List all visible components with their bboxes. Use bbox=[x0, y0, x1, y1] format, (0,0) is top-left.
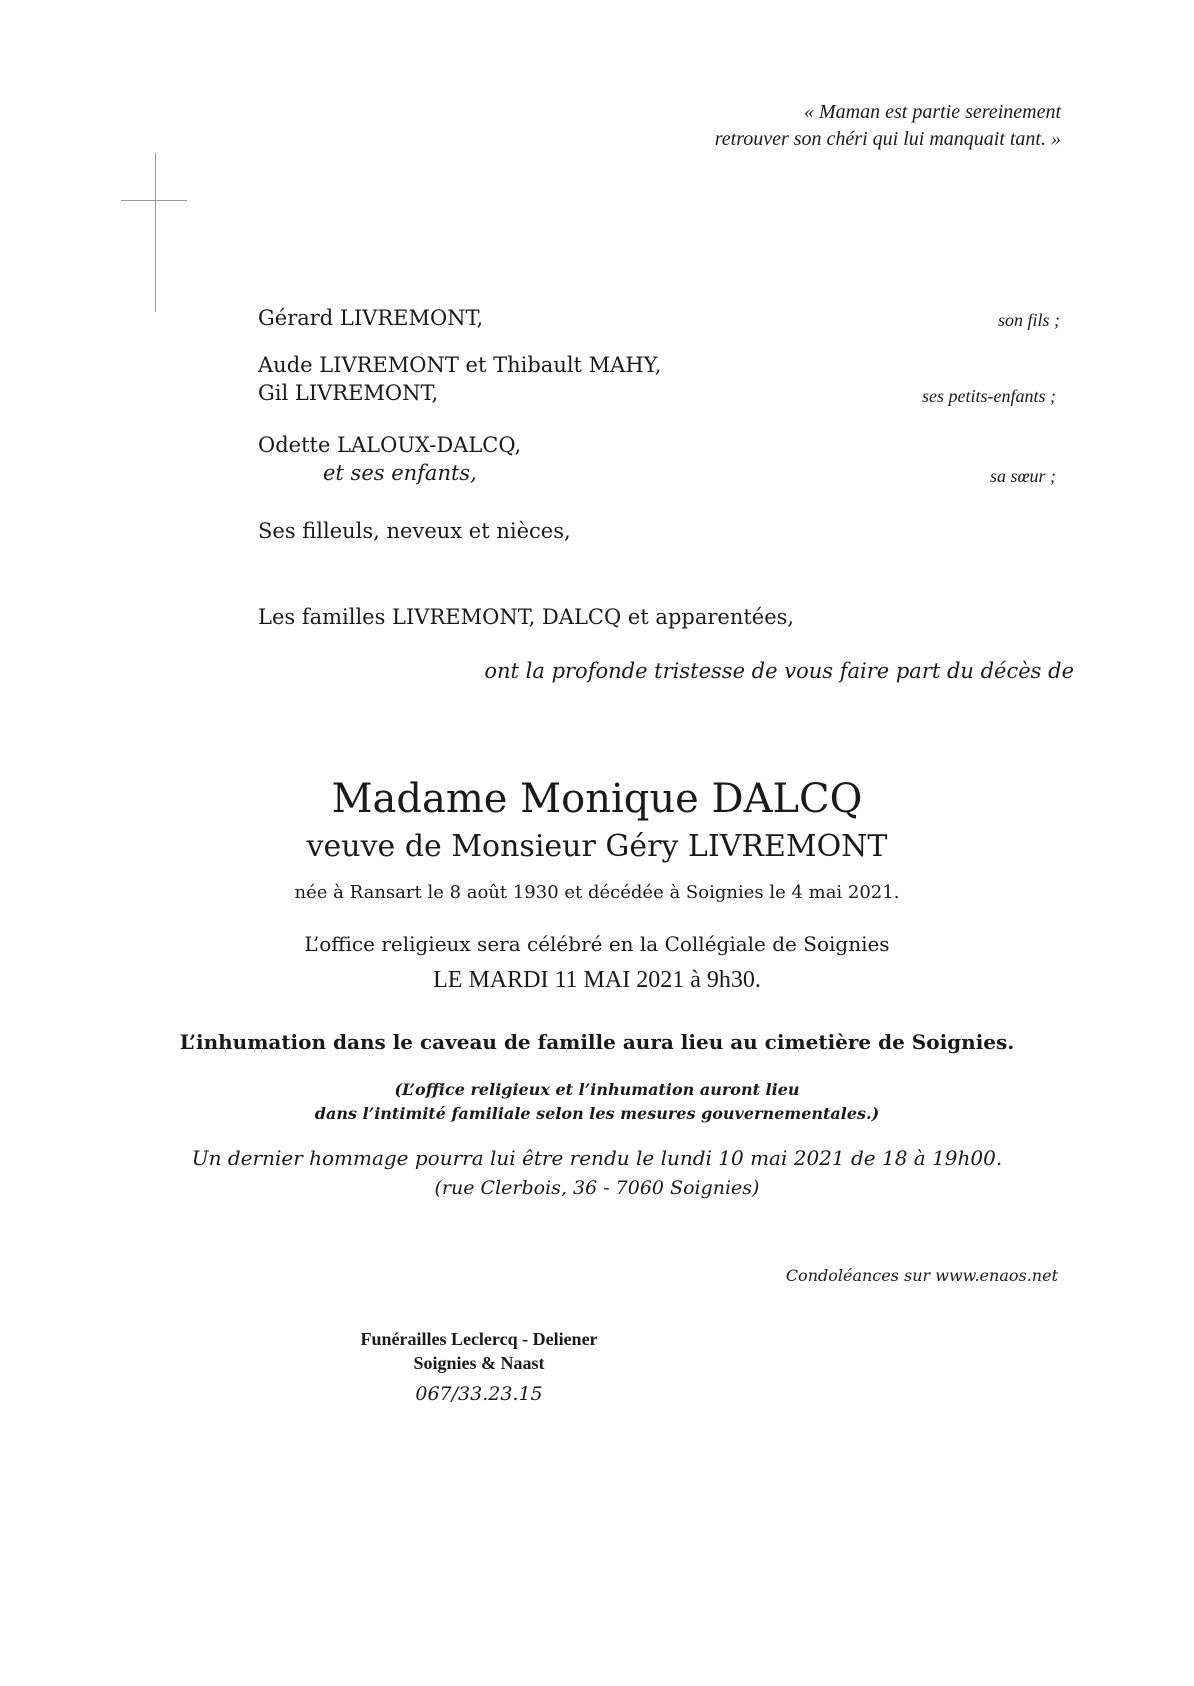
deceased-dates: née à Ransart le 8 août 1930 et décédée à Soignies le 4 mai 2021. bbox=[294, 882, 900, 903]
ceremony-note-line-1: (L’office religieux et l’inhumation auront lieu bbox=[394, 1080, 800, 1099]
funeral-home-location: Soignies & Naast bbox=[413, 1353, 545, 1373]
ceremony-note-line-2: dans l’intimité familiale selon les mesures gouvernementales.) bbox=[314, 1104, 880, 1123]
tribute-info: Un dernier hommage pourra lui être rendu le lundi 10 mai 2021 de 18 à 19h00. bbox=[191, 1146, 1003, 1170]
epigraph-line-2: retrouver son chéri qui lui manquait tant. » bbox=[714, 128, 1061, 150]
funeral-home-phone: 067/33.23.15 bbox=[415, 1383, 543, 1405]
family-related-families: Les familles LIVREMONT, DALCQ et apparentées, bbox=[258, 605, 795, 629]
ceremony-date: LE MARDI 11 MAI 2021 à 9h30. bbox=[433, 967, 761, 993]
family-sister: Odette LALOUX-DALCQ, bbox=[258, 433, 522, 457]
family-godchildren: Ses filleuls, neveux et nièces, bbox=[258, 519, 571, 543]
son-relation: son fils ; bbox=[997, 310, 1060, 330]
condolences-link: Condoléances sur www.enaos.net bbox=[785, 1266, 1058, 1285]
cross-icon-horizontal bbox=[121, 200, 187, 201]
deceased-widow-of: veuve de Monsieur Géry LIVREMONT bbox=[306, 829, 888, 864]
family-son: Gérard LIVREMONT, bbox=[258, 306, 484, 330]
deceased-name: Madame Monique DALCQ bbox=[331, 776, 863, 822]
family-grandchild-2: Gil LIVREMONT, bbox=[258, 381, 439, 405]
sister-relation: sa sœur ; bbox=[989, 466, 1056, 486]
cross-icon-vertical bbox=[155, 153, 156, 312]
family-sister-children: et ses enfants, bbox=[323, 461, 477, 485]
grandchildren-relation: ses petits-enfants ; bbox=[922, 386, 1056, 406]
family-grandchild-1: Aude LIVREMONT et Thibault MAHY, bbox=[258, 353, 662, 377]
tribute-address: (rue Clerbois, 36 - 7060 Soignies) bbox=[434, 1177, 760, 1199]
burial-info: L’inhumation dans le caveau de famille aura lieu au cimetière de Soignies. bbox=[179, 1030, 1015, 1054]
epigraph-line-1: « Maman est partie sereinement bbox=[804, 101, 1061, 123]
ceremony-office: L’office religieux sera célébré en la Collégiale de Soignies bbox=[304, 932, 890, 956]
announcement-text: ont la profonde tristesse de vous faire part du décès de bbox=[484, 659, 1074, 683]
funeral-home-name: Funérailles Leclercq - Deliener bbox=[360, 1329, 598, 1349]
